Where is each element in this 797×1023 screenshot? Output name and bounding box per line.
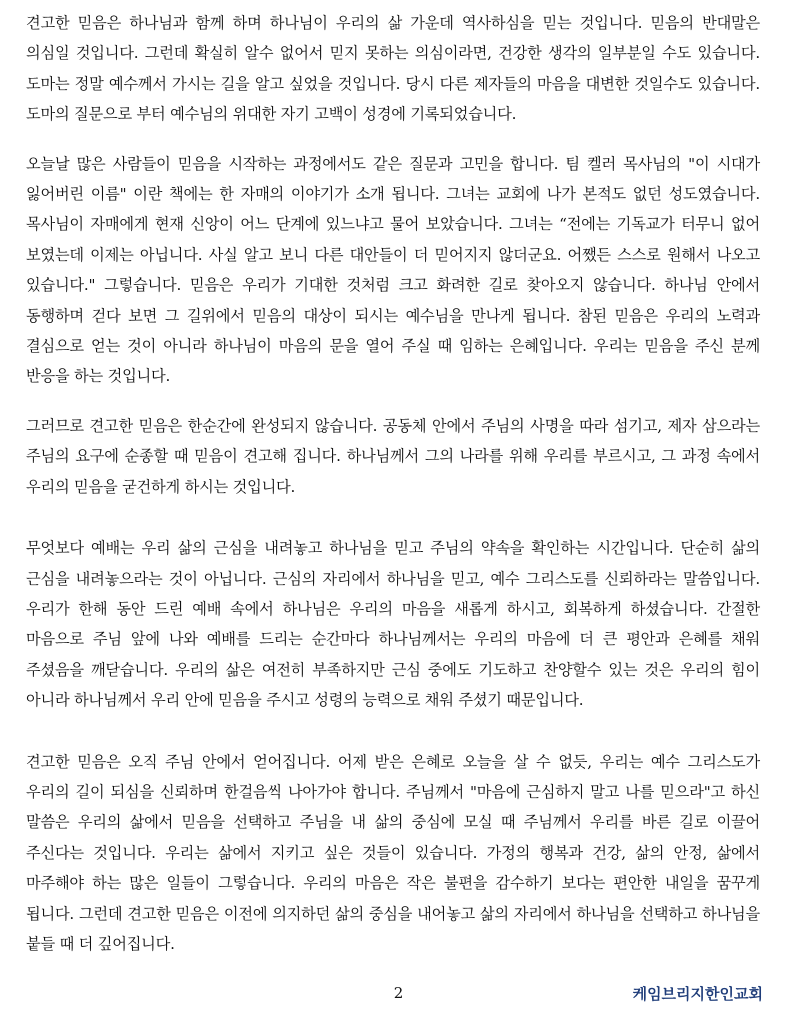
paragraph-4: 무엇보다 예배는 우리 삶의 근심을 내려놓고 하나님을 믿고 주님의 약속을 확인하는 시간입니다. 단순히 삶의 근심을 내려놓으라는 것이 아닙니다. 근심의 자리에서 하나님을 믿고, 예수 그리스도를 신뢰하라는 말씀입니다. 우리가 한해 동안 드린 예배 속에서 하나님은 우리의 마음을 새롭게 하시고, 회복하게 하셨습니다. 간절한 마음으로 주님 앞에 나와 예배를 드리는 순간마다 하나님께서는 우리의 마음에 더 큰 평안과 은혜를 채워 주셨음을 깨닫습니다. 우리의 삶은 여전히 부족하지만 근심 중에도 기도하고 찬양할수 있는 것은 우리의 힘이 아니라 하나님께서 우리 안에 믿음을 주시고 성령의 능력으로 채워 주셨기 때문입니다. xyxy=(26,539,760,710)
paragraph-1: 견고한 믿음은 하나님과 함께 하며 하나님이 우리의 삶 가운데 역사하심을 믿는 것입니다. 믿음의 반대말은 의심일 것입니다. 그런데 확실히 알수 없어서 믿지 못하는 의심이라면, 건강한 생각의 일부분일 수도 있습니다. 도마는 정말 예수께서 가시는 길을 알고 싶었을 것입니다. 당시 다른 제자들의 마음을 대변한 것일수도 있습니다. 도마의 질문으로 부터 예수님의 위대한 자기 고백이 성경에 기록되었습니다. xyxy=(26,14,760,124)
paragraph-2: 오늘날 많은 사람들이 믿음을 시작하는 과정에서도 같은 질문과 고민을 합니다. 팀 켈러 목사님의 "이 시대가 잃어버린 이름" 이란 책에는 한 자매의 이야기가 소개 됩니다. 그녀는 교회에 나가 본적도 없던 성도였습니다. 목사님이 자매에게 현재 신앙이 어느 단계에 있느냐고 물어 보았습니다. 그녀는 “전에는 기독교가 터무니 없어 보였는데 이제는 아닙니다. 사실 알고 보니 다른 대안들이 더 믿어지지 않더군요. 어쨌든 스스로 원해서 나오고 있습니다." 그렇습니다. 믿음은 우리가 기대한 것처럼 크고 화려한 길로 찾아오지 않습니다. 하나님 안에서 동행하며 걷다 보면 그 길위에서 믿음의 대상이 되시는 예수님을 만나게 됩니다. 참된 믿음은 우리의 노력과 결심으로 얻는 것이 아니라 하나님이 마음의 문을 열어 주실 때 임하는 은혜입니다. 우리는 믿음을 주신 분께 반응을 하는 것입니다. xyxy=(26,154,760,386)
document-body xyxy=(26,8,760,959)
paragraph-5: 견고한 믿음은 오직 주님 안에서 얻어집니다. 어제 받은 은혜로 오늘을 살 수 없듯, 우리는 예수 그리스도가 우리의 길이 되심을 신뢰하며 한걸음씩 나아가야 합니다. 주님께서 "마음에 근심하지 말고 나를 믿으라"고 하신 말씀은 우리의 삶에서 믿음을 선택하고 주님을 내 삶의 중심에 모실 때 주님께서 우리를 바른 길로 이끌어 주신다는 것입니다. 우리는 삶에서 지키고 싶은 것들이 있습니다. 가정의 행복과 건강, 삶의 안정, 삶에서 마주해야 하는 많은 일들이 그렇습니다. 우리의 마음은 작은 불편을 감수하기 보다는 편안한 내일을 꿈꾸게 됩니다. 그런데 견고한 믿음은 이전에 의지하던 삶의 중심을 내어놓고 삶의 자리에서 하나님을 선택하고 하나님을 붙들 때 더 깊어집니다. xyxy=(26,752,760,953)
church-name: 케임브리지한인교회 xyxy=(632,985,763,1003)
paragraph-3: 그러므로 견고한 믿음은 한순간에 완성되지 않습니다. 공동체 안에서 주님의 사명을 따라 섬기고, 제자 삼으라는 주님의 요구에 순종할 때 믿음이 견고해 집니다. 하나님께서 그의 나라를 위해 우리를 부르시고, 그 과정 속에서 우리의 믿음을 굳건하게 하시는 것입니다. xyxy=(26,416,760,496)
page-number: 2 xyxy=(393,984,404,1002)
